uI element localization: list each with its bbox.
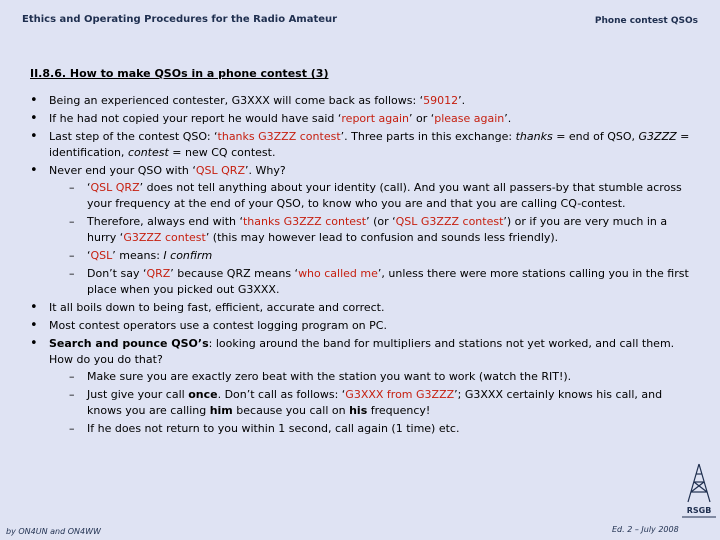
rsgb-logo <box>676 462 720 522</box>
sub-item: – Make sure you are exactly zero beat with the station you want to work (watch the RIT!). <box>59 369 690 385</box>
slide-title: II.8.6. How to make QSOs in a phone contest (3) <box>30 67 329 80</box>
bullet-item-4: • Never end your QSO with ‘QSL QRZ’. Why? – ‘QSL QRZ’ does not tell anything about your identity (call). And you want all passers-by that stumble across your frequency at the end of your QSO, to know who you are and that you are calling CQ-contest. – Therefore, always end with ‘thanks G3ZZZ contest’ (or ‘QSL G3ZZZ contest’) or if you are very much in a hurry ‘G3ZZZ contest’ (this may however lead to confusion and sounds less friendly). – ‘QSL’ means: I confirm – Don’t say ‘QRZ’ because QRZ means ‘who called me’, unless there were more stations calling you in the first place when you picked out G3XXX. <box>30 163 690 298</box>
sub-list <box>49 180 690 298</box>
sub-item: – Just give your call once. Don’t call as follows: ‘G3XXX from G3ZZZ’; G3XXX certainly knows his call, and knows you are calling him because you call on his frequency! <box>59 387 690 419</box>
sub-item: – If he does not return to you within 1 second, call again (1 time) etc. <box>59 421 690 437</box>
bullet-item-7: • Search and pounce QSO’s: looking around the band for multipliers and stations not yet worked, and call them. How do you do that? – Make sure you are exactly zero beat with the station you want to work (watch the RIT!). – Just give your call once. Don’t call as follows: ‘G3XXX from G3ZZZ’; G3XXX certainly knows his call, and knows you are calling him because you call on his frequency! – If he does not return to you within 1 second, call again (1 time) etc. <box>30 336 690 437</box>
sub-item: – Don’t say ‘QRZ’ because QRZ means ‘who called me’, unless there were more stations calling you in the first place when you picked out G3XXX. <box>59 266 690 298</box>
slide-content <box>30 93 690 439</box>
radio-tower-icon <box>688 464 710 502</box>
bullet-item-6: • Most contest operators use a contest logging program on PC. <box>30 318 690 334</box>
bullet-list <box>30 93 690 437</box>
sub-item: – ‘QSL’ means: I confirm <box>59 248 690 264</box>
bullet-item-1: • Being an experienced contester, G3XXX will come back as follows: ‘59012’. <box>30 93 690 109</box>
sub-item: – Therefore, always end with ‘thanks G3ZZZ contest’ (or ‘QSL G3ZZZ contest’) or if you are very much in a hurry ‘G3ZZZ contest’ (this may however lead to confusion and sounds less friendly). <box>59 214 690 246</box>
bullet-item-2: • If he had not copied your report he would have said ‘report again’ or ‘please again’. <box>30 111 690 127</box>
sub-list <box>49 369 690 437</box>
bullet-item-5: • It all boils down to being fast, efficient, accurate and correct. <box>30 300 690 316</box>
header-left-title: Ethics and Operating Procedures for the Radio Amateur <box>22 14 338 25</box>
sub-item: – ‘QSL QRZ’ does not tell anything about your identity (call). And you want all passers-by that stumble across your frequency at the end of your QSO, to know who you are and that you are calling CQ-contest. <box>59 180 690 212</box>
header-right-title: Phone contest QSOs <box>594 16 698 26</box>
bullet-item-3: • Last step of the contest QSO: ‘thanks G3ZZZ contest’. Three parts in this exchange: thanks = end of QSO, G3ZZZ = identification, contest = new CQ contest. <box>30 129 690 161</box>
logo-text: RSGB <box>686 506 712 515</box>
page-header <box>0 14 720 34</box>
footer-edition: Ed. 2 – July 2008 <box>612 525 679 534</box>
footer-authors: by ON4UN and ON4WW <box>6 527 101 536</box>
